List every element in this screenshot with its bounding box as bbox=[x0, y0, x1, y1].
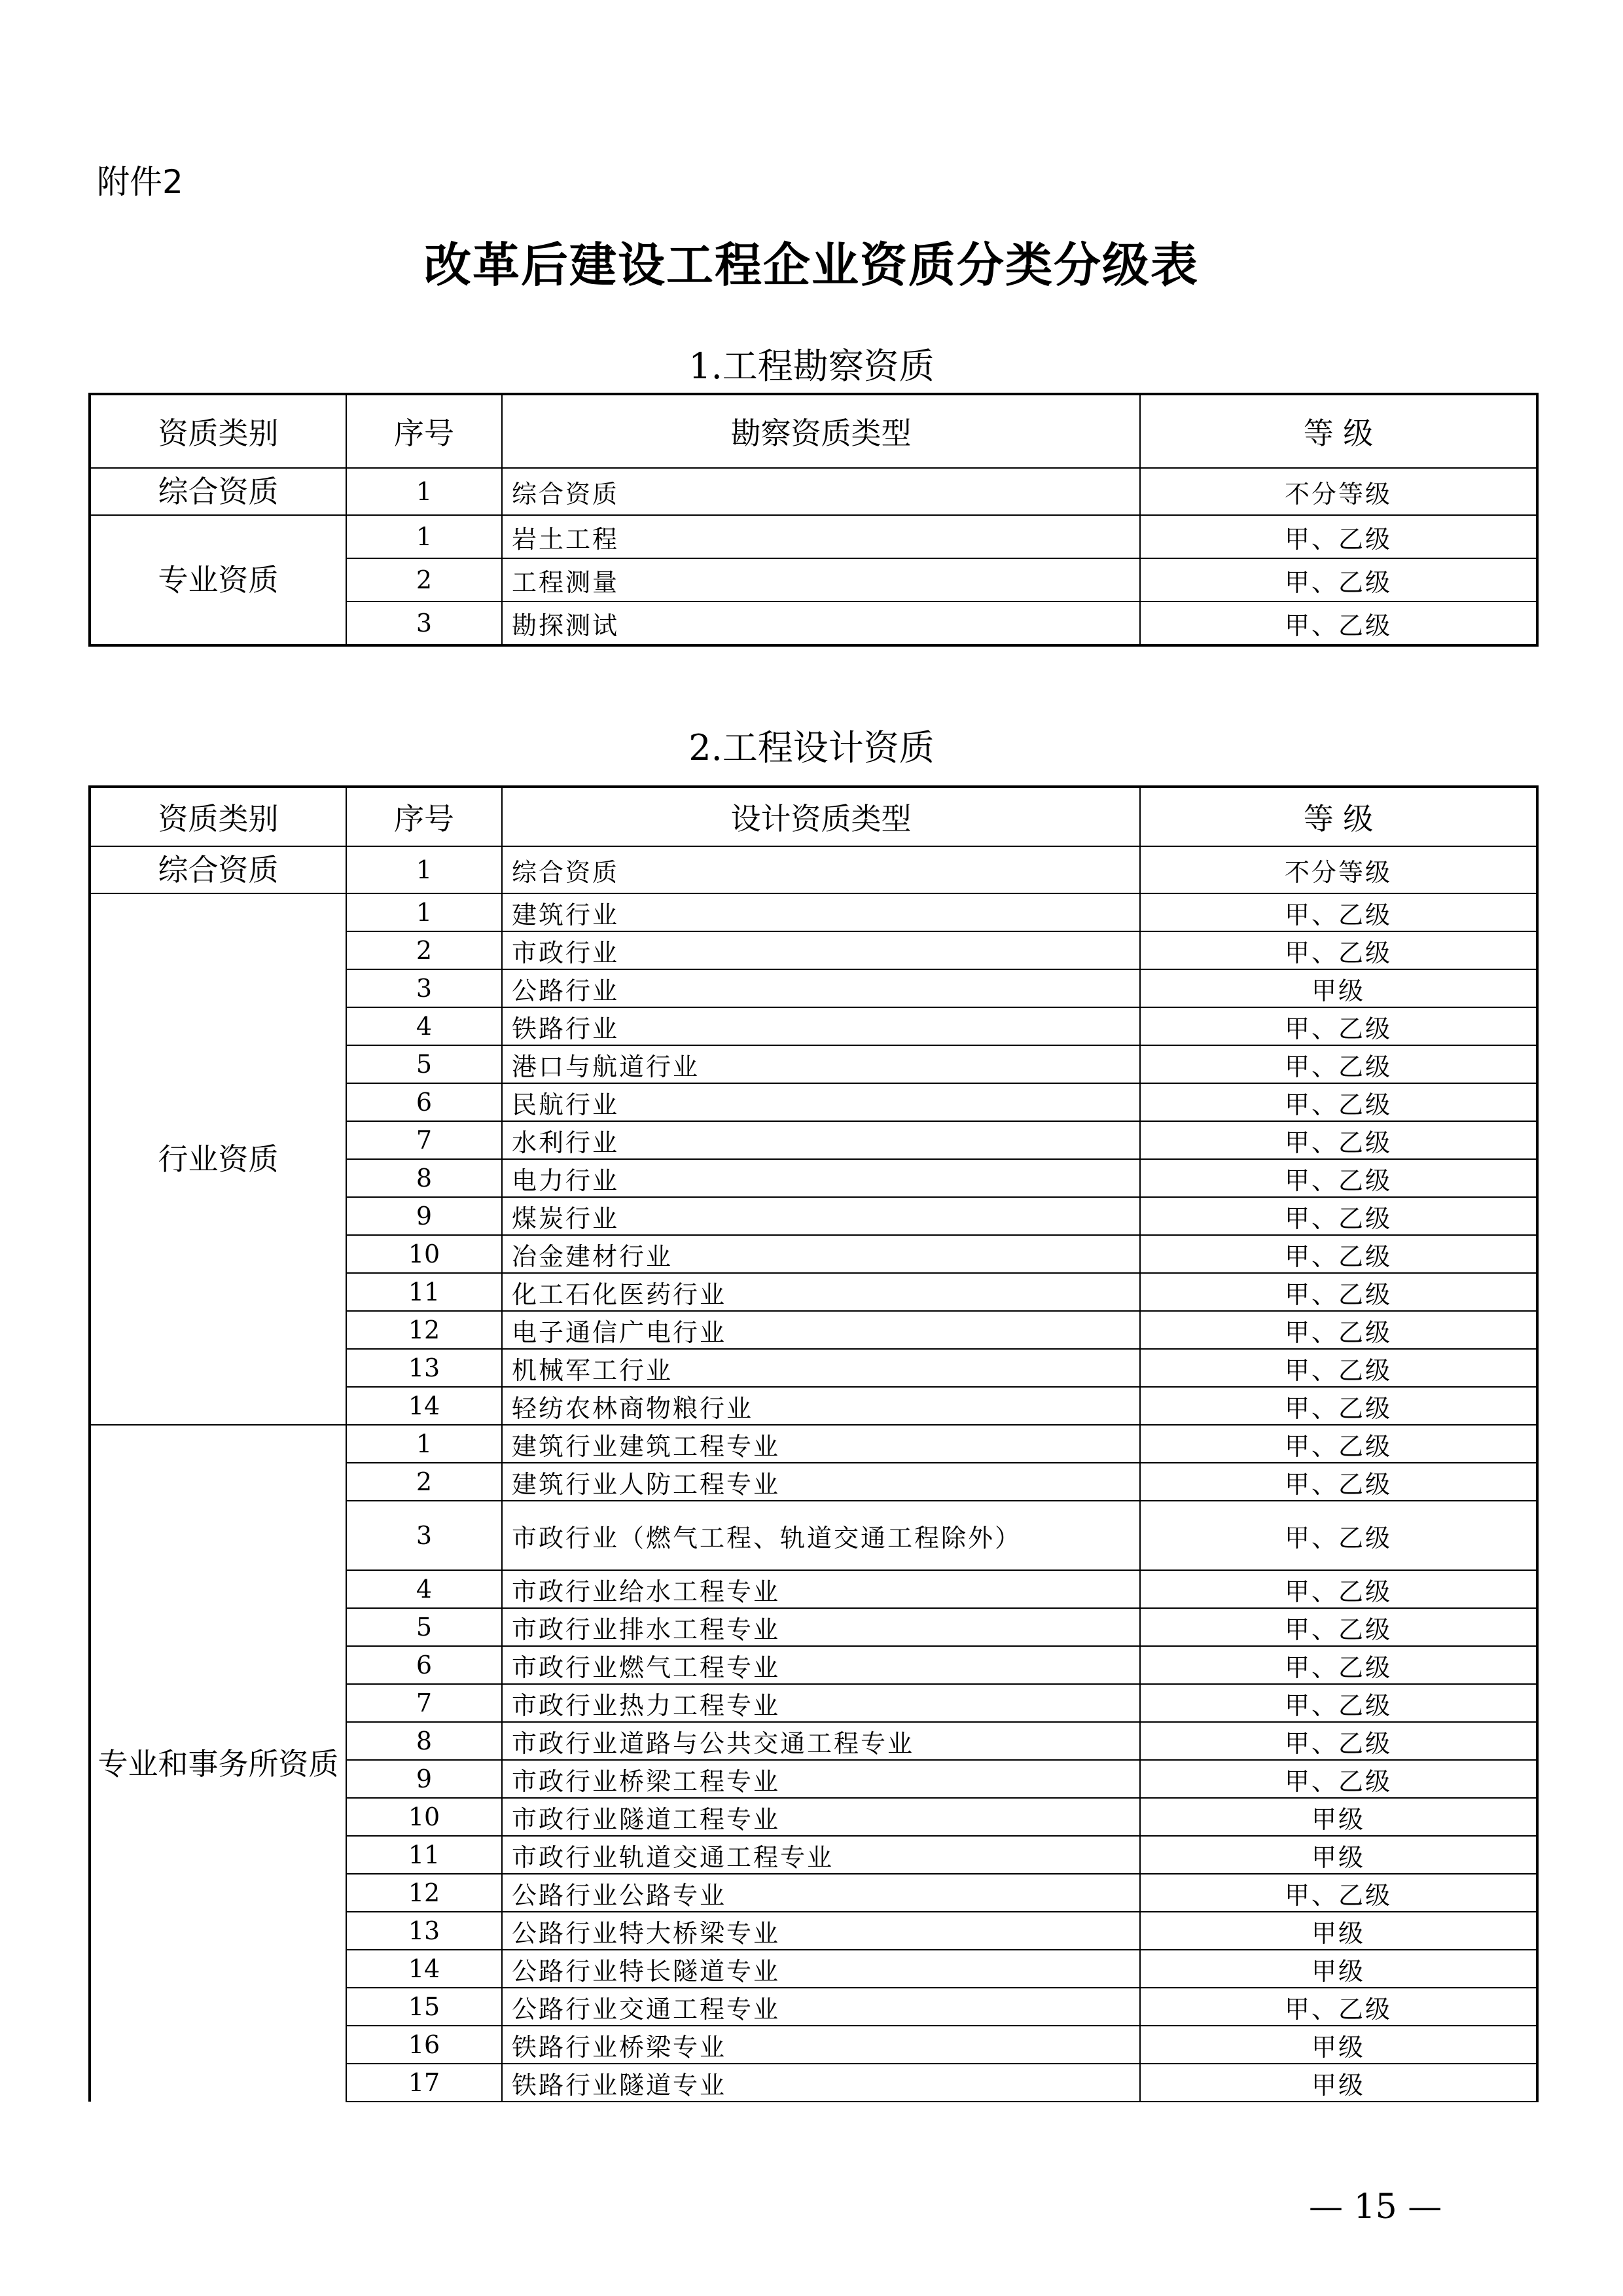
grade-cell: 甲、乙级 bbox=[1140, 1349, 1537, 1387]
grade-cell: 甲、乙级 bbox=[1140, 601, 1537, 645]
seq-cell: 11 bbox=[346, 1273, 502, 1311]
grade-cell: 甲、乙级 bbox=[1140, 1121, 1537, 1159]
grade-cell: 甲、乙级 bbox=[1140, 931, 1537, 969]
seq-cell: 5 bbox=[346, 1045, 502, 1083]
type-cell: 建筑行业人防工程专业 bbox=[502, 1463, 1140, 1501]
header-grade: 等 级 bbox=[1140, 787, 1537, 846]
seq-cell: 5 bbox=[346, 1608, 502, 1646]
seq-cell: 3 bbox=[346, 1501, 502, 1570]
seq-cell: 9 bbox=[346, 1197, 502, 1235]
grade-cell: 甲、乙级 bbox=[1140, 1311, 1537, 1349]
grade-cell: 甲、乙级 bbox=[1140, 1988, 1537, 2026]
type-cell: 化工石化医药行业 bbox=[502, 1273, 1140, 1311]
grade-cell: 不分等级 bbox=[1140, 468, 1537, 515]
seq-cell: 4 bbox=[346, 1007, 502, 1045]
table-row bbox=[90, 1425, 1537, 1463]
grade-cell: 甲、乙级 bbox=[1140, 1083, 1537, 1121]
seq-cell: 7 bbox=[346, 1684, 502, 1722]
seq-cell: 12 bbox=[346, 1874, 502, 1912]
category-cell: 综合资质 bbox=[90, 468, 346, 515]
table-row bbox=[90, 893, 1537, 931]
header-grade: 等 级 bbox=[1140, 394, 1537, 468]
type-cell: 铁路行业 bbox=[502, 1007, 1140, 1045]
seq-cell: 16 bbox=[346, 2026, 502, 2064]
header-type: 设计资质类型 bbox=[502, 787, 1140, 846]
seq-cell: 1 bbox=[346, 468, 502, 515]
type-cell: 工程测量 bbox=[502, 558, 1140, 601]
grade-cell: 甲、乙级 bbox=[1140, 1273, 1537, 1311]
grade-cell: 甲、乙级 bbox=[1140, 1501, 1537, 1570]
grade-cell: 甲级 bbox=[1140, 2064, 1537, 2102]
type-cell: 煤炭行业 bbox=[502, 1197, 1140, 1235]
type-cell: 电子通信广电行业 bbox=[502, 1311, 1140, 1349]
grade-cell: 甲级 bbox=[1140, 2026, 1537, 2064]
type-cell: 市政行业道路与公共交通工程专业 bbox=[502, 1722, 1140, 1760]
table-row bbox=[90, 468, 1537, 515]
attachment-label: 附件2 bbox=[97, 163, 183, 201]
seq-cell: 9 bbox=[346, 1760, 502, 1798]
seq-cell: 1 bbox=[346, 846, 502, 893]
type-cell: 市政行业热力工程专业 bbox=[502, 1684, 1140, 1722]
design-qualification-table bbox=[88, 785, 1539, 2102]
header-type: 勘察资质类型 bbox=[502, 394, 1140, 468]
type-cell: 轻纺农林商物粮行业 bbox=[502, 1387, 1140, 1425]
table-header-row bbox=[90, 394, 1537, 468]
grade-cell: 甲、乙级 bbox=[1140, 515, 1537, 558]
seq-cell: 1 bbox=[346, 515, 502, 558]
type-cell: 民航行业 bbox=[502, 1083, 1140, 1121]
type-cell: 综合资质 bbox=[502, 468, 1140, 515]
header-category: 资质类别 bbox=[90, 394, 346, 468]
header-category: 资质类别 bbox=[90, 787, 346, 846]
type-cell: 市政行业排水工程专业 bbox=[502, 1608, 1140, 1646]
seq-cell: 12 bbox=[346, 1311, 502, 1349]
type-cell: 勘探测试 bbox=[502, 601, 1140, 645]
table-body bbox=[90, 846, 1537, 2102]
grade-cell: 甲级 bbox=[1140, 1798, 1537, 1836]
seq-cell: 14 bbox=[346, 1387, 502, 1425]
category-cell: 专业和事务所资质 bbox=[90, 1425, 346, 2102]
type-cell: 市政行业（燃气工程、轨道交通工程除外） bbox=[502, 1501, 1140, 1570]
type-cell: 市政行业轨道交通工程专业 bbox=[502, 1836, 1140, 1874]
grade-cell: 甲、乙级 bbox=[1140, 1760, 1537, 1798]
seq-cell: 2 bbox=[346, 558, 502, 601]
type-cell: 市政行业燃气工程专业 bbox=[502, 1646, 1140, 1684]
grade-cell: 甲、乙级 bbox=[1140, 1570, 1537, 1608]
category-cell: 综合资质 bbox=[90, 846, 346, 893]
category-cell: 专业资质 bbox=[90, 515, 346, 645]
grade-cell: 甲级 bbox=[1140, 1836, 1537, 1874]
type-cell: 冶金建材行业 bbox=[502, 1235, 1140, 1273]
grade-cell: 甲、乙级 bbox=[1140, 1646, 1537, 1684]
type-cell: 市政行业给水工程专业 bbox=[502, 1570, 1140, 1608]
seq-cell: 10 bbox=[346, 1235, 502, 1273]
grade-cell: 甲、乙级 bbox=[1140, 1608, 1537, 1646]
seq-cell: 8 bbox=[346, 1722, 502, 1760]
table-header-row bbox=[90, 787, 1537, 846]
grade-cell: 甲、乙级 bbox=[1140, 1425, 1537, 1463]
seq-cell: 1 bbox=[346, 1425, 502, 1463]
type-cell: 铁路行业隧道专业 bbox=[502, 2064, 1140, 2102]
seq-cell: 1 bbox=[346, 893, 502, 931]
type-cell: 公路行业特大桥梁专业 bbox=[502, 1912, 1140, 1950]
type-cell: 综合资质 bbox=[502, 846, 1140, 893]
type-cell: 港口与航道行业 bbox=[502, 1045, 1140, 1083]
grade-cell: 甲级 bbox=[1140, 1950, 1537, 1988]
type-cell: 岩土工程 bbox=[502, 515, 1140, 558]
type-cell: 市政行业桥梁工程专业 bbox=[502, 1760, 1140, 1798]
section-title-survey: 1.工程勘察资质 bbox=[688, 346, 935, 387]
type-cell: 公路行业 bbox=[502, 969, 1140, 1007]
grade-cell: 甲、乙级 bbox=[1140, 1722, 1537, 1760]
table-row bbox=[90, 515, 1537, 558]
type-cell: 铁路行业桥梁专业 bbox=[502, 2026, 1140, 2064]
grade-cell: 甲级 bbox=[1140, 969, 1537, 1007]
grade-cell: 甲级 bbox=[1140, 1912, 1537, 1950]
type-cell: 市政行业 bbox=[502, 931, 1140, 969]
grade-cell: 甲、乙级 bbox=[1140, 1197, 1537, 1235]
type-cell: 市政行业隧道工程专业 bbox=[502, 1798, 1140, 1836]
seq-cell: 10 bbox=[346, 1798, 502, 1836]
grade-cell: 甲、乙级 bbox=[1140, 1045, 1537, 1083]
type-cell: 建筑行业建筑工程专业 bbox=[502, 1425, 1140, 1463]
grade-cell: 甲、乙级 bbox=[1140, 1463, 1537, 1501]
seq-cell: 17 bbox=[346, 2064, 502, 2102]
type-cell: 建筑行业 bbox=[502, 893, 1140, 931]
type-cell: 公路行业公路专业 bbox=[502, 1874, 1140, 1912]
seq-cell: 2 bbox=[346, 931, 502, 969]
seq-cell: 3 bbox=[346, 969, 502, 1007]
seq-cell: 13 bbox=[346, 1912, 502, 1950]
seq-cell: 7 bbox=[346, 1121, 502, 1159]
type-cell: 电力行业 bbox=[502, 1159, 1140, 1197]
seq-cell: 14 bbox=[346, 1950, 502, 1988]
grade-cell: 甲、乙级 bbox=[1140, 1159, 1537, 1197]
seq-cell: 3 bbox=[346, 601, 502, 645]
seq-cell: 11 bbox=[346, 1836, 502, 1874]
grade-cell: 甲、乙级 bbox=[1140, 1684, 1537, 1722]
grade-cell: 甲、乙级 bbox=[1140, 893, 1537, 931]
page-number: — 15 — bbox=[1309, 2187, 1442, 2227]
table-body bbox=[90, 468, 1537, 645]
grade-cell: 甲、乙级 bbox=[1140, 1874, 1537, 1912]
seq-cell: 6 bbox=[346, 1083, 502, 1121]
type-cell: 公路行业特长隧道专业 bbox=[502, 1950, 1140, 1988]
type-cell: 公路行业交通工程专业 bbox=[502, 1988, 1140, 2026]
seq-cell: 6 bbox=[346, 1646, 502, 1684]
header-seq: 序号 bbox=[346, 394, 502, 468]
section-title-design: 2.工程设计资质 bbox=[688, 727, 935, 768]
table-row bbox=[90, 846, 1537, 893]
type-cell: 机械军工行业 bbox=[502, 1349, 1140, 1387]
seq-cell: 15 bbox=[346, 1988, 502, 2026]
document-title: 改革后建设工程企业资质分类分级表 bbox=[423, 238, 1199, 293]
category-cell: 行业资质 bbox=[90, 893, 346, 1425]
seq-cell: 13 bbox=[346, 1349, 502, 1387]
type-cell: 水利行业 bbox=[502, 1121, 1140, 1159]
grade-cell: 甲、乙级 bbox=[1140, 1387, 1537, 1425]
seq-cell: 8 bbox=[346, 1159, 502, 1197]
grade-cell: 甲、乙级 bbox=[1140, 1007, 1537, 1045]
header-seq: 序号 bbox=[346, 787, 502, 846]
seq-cell: 2 bbox=[346, 1463, 502, 1501]
grade-cell: 甲、乙级 bbox=[1140, 1235, 1537, 1273]
grade-cell: 甲、乙级 bbox=[1140, 558, 1537, 601]
grade-cell: 不分等级 bbox=[1140, 846, 1537, 893]
survey-qualification-table bbox=[88, 393, 1539, 647]
seq-cell: 4 bbox=[346, 1570, 502, 1608]
